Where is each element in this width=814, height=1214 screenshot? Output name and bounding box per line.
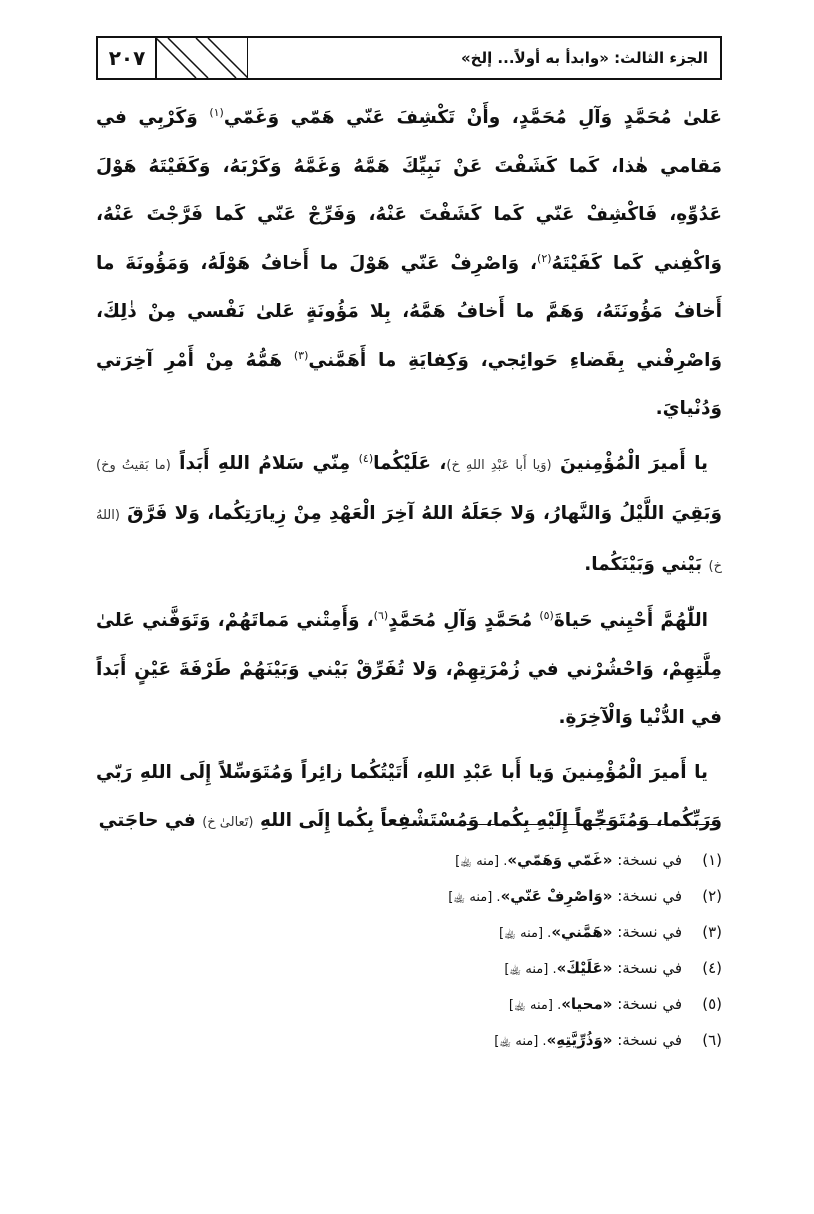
- paragraph: [96, 749, 722, 848]
- text-segment: هَمُّهُ مِنْ أَمْرِ آخِرَتي وَدُنْيايَ.: [96, 349, 722, 419]
- footnote-prefix: في نسخة:: [612, 923, 682, 941]
- text-segment: ، وَأَمِتْني مَماتَهُمْ، وَتَوَفَّني عَلىٰ مِلَّتِهِمْ، وَاحْشُرْني في زُمْرَتِهِمْ، وَلا تُفَرِّقْ بَيْني وَبَيْنَهُمْ طَرْفَةَ عَيْنٍ أَبَداً في الدُّنْيا وَالْآخِرَةِ.: [96, 610, 722, 728]
- text-segment: وَبَقِيَ اللَّيْلُ وَالنَّهارُ، وَلا جَعَلَهُ اللهُ آخِرَ الْعَهْدِ مِنْ زِيارَتِكُما، وَلا فَرَّقَ: [119, 503, 722, 524]
- footnote-ref: (٣): [293, 348, 309, 362]
- text-segment: عَلىٰ مُحَمَّدٍ وَآلِ مُحَمَّدٍ، وأَنْ تَكْشِفَ عَنّي هَمّي وَغَمّي: [223, 107, 722, 128]
- footnote-prefix: في نسخة:: [612, 887, 682, 905]
- footnote-quote: «هَمَّني»: [551, 923, 613, 941]
- text-segment: مِنّي سَلامُ اللهِ أَبَداً: [170, 452, 359, 474]
- footnote-quote: «عَلَيْكَ»: [556, 959, 613, 977]
- text-segment: يا أَميرَ الْمُؤْمِنينَ: [551, 452, 708, 474]
- header-title: الجزء الثالث: «وابدأ به أولاً... إلخ»: [460, 49, 708, 67]
- text-segment: ، وَاصْرِفْ عَنّي هَوْلَ ما أَخافُ هَوْلَهُ، وَمَؤُونَةَ ما أَخافُ مَؤُونَتَهُ، وَهَمَّ ما أَخافُ هَمَّهُ، بِلا مَؤُونَةٍ عَلىٰ نَفْسي مِنْ ذٰلِكَ، وَاصْرِفْني بِقَضاءِ حَوائِجي، وَكِفايَةِ ما أَهَمَّني: [96, 252, 722, 371]
- footnote-source: . [منه ﵀]: [455, 854, 508, 869]
- text-segment: مُحَمَّدٍ وَآلِ مُحَمَّدٍ: [388, 610, 540, 631]
- footnote-number: (٤): [702, 959, 722, 977]
- text-segment: ، عَلَيْكُما: [373, 452, 447, 474]
- text-segment: وَكَرْبِي في مَقامي هٰذا، كَما كَشَفْتَ عَنْ نَبِيِّكَ هَمَّهُ وَغَمَّهُ وَكَرْبَهُ، وَكَفَيْتَهُ هَوْلَ عَدُوِّهِ، فَاكْشِفْ عَنّي كَما كَشَفْتَ عَنْهُ، وَفَرِّجْ عَنّي كَما فَرَّجْتَ عَنْهُ، وَاكْفِني كَما كَفَيْتَهُ: [96, 107, 722, 274]
- running-header: [96, 36, 722, 80]
- footnote: [222, 914, 722, 950]
- footnote-prefix: في نسخة:: [612, 959, 682, 977]
- footnote: [222, 878, 722, 914]
- footnote-source: . [منه ﵀]: [499, 926, 552, 941]
- text-segment: في حاجَتي: [98, 810, 203, 831]
- footnote-number: (٣): [702, 923, 722, 941]
- footnote-source: . [منه ﵀]: [504, 962, 557, 977]
- footnote-quote: «وَاصْرِفْ عَنّي»: [500, 887, 613, 905]
- footnote-source: . [منه ﵀]: [494, 1034, 547, 1049]
- footnote-quote: «غَمّي وَهَمّي»: [507, 851, 613, 869]
- footnote-prefix: في نسخة:: [612, 1031, 682, 1049]
- text-segment: اللّٰهُمَّ أَحْيِني حَياةَ: [553, 610, 708, 631]
- footnote: [222, 986, 722, 1022]
- footnote-prefix: في نسخة:: [612, 995, 682, 1013]
- text-segment: يا أَميرَ الْمُؤْمِنينَ وَيا أَبا عَبْدِ اللهِ، أَتَيْتُكُما زائِراً وَمُتَوَسِّلاً إِلَى اللهِ رَبّي وَرَبِّكُما، وَمُتَوَجِّهاً إِلَيْهِ بِكُما، وَمُسْتَشْفِعاً بِكُما إِلَى اللهِ: [96, 761, 722, 831]
- footnote-ref: (٥): [539, 608, 554, 622]
- footnote-number: (١): [702, 851, 722, 869]
- supplication-text: [96, 94, 722, 848]
- paragraph: [96, 440, 722, 592]
- footnotes: [222, 842, 722, 1058]
- footnote-ref: (٦): [373, 608, 389, 622]
- variant-reading: (ما بَقيتُ وخ): [96, 457, 171, 473]
- variant-reading: (اللهُ خ): [96, 508, 722, 574]
- footnote-source: . [منه ﵀]: [448, 890, 501, 905]
- paragraph: [96, 597, 722, 743]
- paragraph: [96, 94, 722, 434]
- footnote: [222, 950, 722, 986]
- footnote-separator: [406, 824, 720, 825]
- page-number: ٢٠٧: [108, 46, 146, 70]
- footnote-number: (٦): [702, 1031, 722, 1049]
- footnote: [222, 842, 722, 878]
- footnote-number: (٢): [702, 887, 722, 905]
- footnote-prefix: في نسخة:: [612, 851, 682, 869]
- footnote-ref: (١): [209, 105, 224, 119]
- footnote-ref: (٤): [358, 451, 374, 465]
- footnote: [222, 1022, 722, 1058]
- footnote-number: (٥): [702, 995, 722, 1013]
- footnote-source: . [منه ﵀]: [508, 998, 562, 1013]
- variant-reading: (تَعالىٰ خ): [202, 815, 254, 830]
- variant-reading: (وَيا أَبا عَبْدِ اللهِ خ): [446, 457, 552, 473]
- footnote-quote: «وَذُرِّيَّتِهِ»: [546, 1031, 613, 1049]
- text-segment: بَيْني وَبَيْنَكُما.: [584, 553, 709, 575]
- footnote-quote: «محيا»: [561, 995, 613, 1013]
- footnote-ref: (٢): [537, 251, 552, 265]
